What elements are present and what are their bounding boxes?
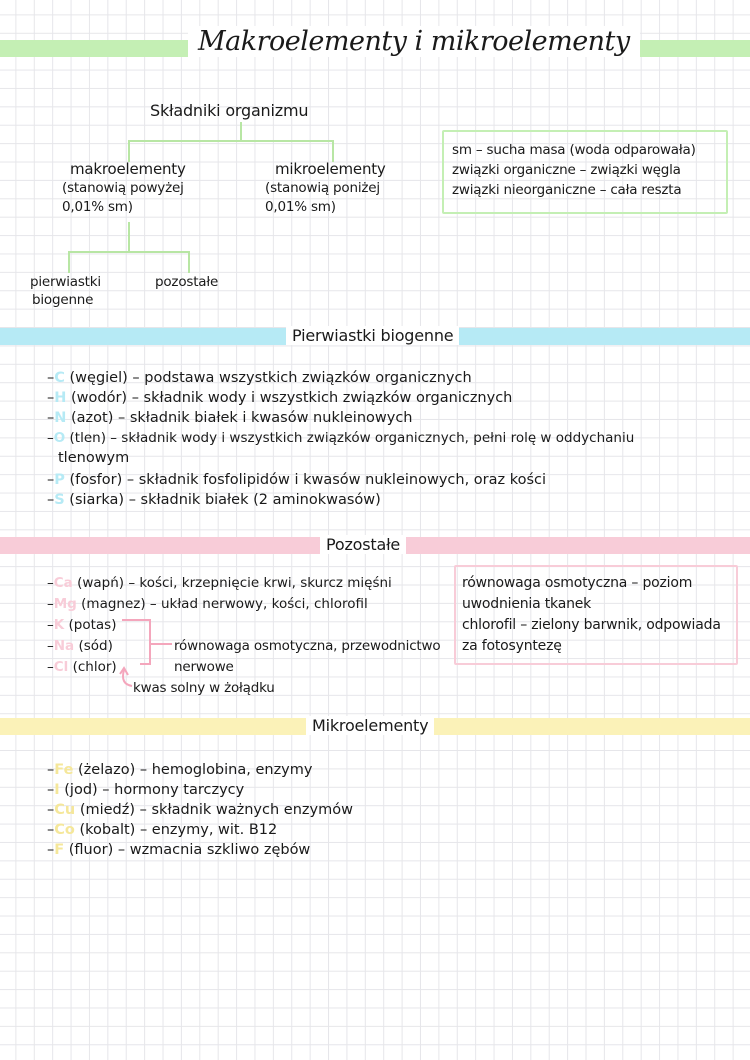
tree-line (332, 140, 334, 162)
biogenic-leaf: biogenne (32, 292, 94, 308)
element-symbol: Na (53, 638, 75, 654)
element-symbol: P (54, 472, 65, 488)
tree-line (128, 140, 334, 142)
list-item: –I (jod) – hormony tarczycy (47, 782, 245, 798)
element-symbol: Co (54, 822, 75, 838)
tree-line (188, 251, 190, 273)
others-leaf: pozostałe (155, 274, 219, 290)
element-symbol: F (54, 842, 65, 858)
tree-line (68, 251, 70, 273)
tree-line (128, 140, 130, 162)
element-symbol: Mg (53, 596, 77, 612)
legend-line: związki organiczne – związki węgla (452, 162, 681, 178)
element-symbol: K (53, 617, 65, 633)
list-item: –Co (kobalt) – enzymy, wit. B12 (47, 822, 278, 838)
element-desc: (azot) – składnik białek i kwasów nukleinowych (66, 410, 413, 426)
legend-line: sm – sucha masa (woda odparowała) (452, 142, 696, 158)
element-desc: (fosfor) – składnik fosfolipidów i kwasów nukleinowych, oraz kości (64, 472, 547, 488)
side-note-line: uwodnienia tkanek (462, 596, 592, 612)
element-symbol: Cu (54, 802, 76, 818)
list-item: –C (węgiel) – podstawa wszystkich związków organicznych (47, 370, 472, 386)
list-item: –H (wodór) – składnik wody i wszystkich związków organicznych (47, 390, 513, 406)
others-heading: Pozostałe (320, 535, 406, 554)
element-desc: (magnez) – układ nerwowy, kości, chlorofil (76, 596, 368, 612)
element-desc: (potas) (64, 617, 117, 633)
element-symbol: N (54, 410, 67, 426)
micro-heading: Mikroelementy (306, 716, 434, 735)
biogenic-heading: Pierwiastki biogenne (286, 326, 459, 345)
tree-line (68, 251, 190, 253)
element-desc: (siarka) – składnik białek (2 aminokwasów) (64, 492, 381, 508)
element-desc: (tlen) – składnik wody i wszystkich związków organicznych, pełni rolę w oddychaniu (65, 430, 635, 446)
micro-desc: 0,01% sm) (265, 199, 336, 215)
list-item: –Mg (magnez) – układ nerwowy, kości, chlorofil (47, 596, 368, 612)
element-desc: (żelazo) – hemoglobina, enzymy (73, 762, 313, 778)
element-desc: (sód) (74, 638, 113, 654)
element-symbol: Ca (53, 575, 73, 591)
tree-root: Składniki organizmu (150, 101, 309, 120)
bracket-note: nerwowe (174, 659, 234, 675)
macro-desc: (stanowią powyżej (62, 180, 184, 196)
side-note-line: za fotosyntezę (462, 638, 562, 654)
element-symbol: I (54, 782, 60, 798)
element-symbol: O (53, 430, 66, 446)
element-desc: (kobalt) – enzymy, wit. B12 (74, 822, 278, 838)
element-desc: (wodór) – składnik wody i wszystkich związków organicznych (66, 390, 513, 406)
tree-line (128, 222, 130, 252)
side-note-line: równowaga osmotyczna – poziom (462, 575, 693, 591)
element-symbol: S (54, 492, 65, 508)
list-item: –Cu (miedź) – składnik ważnych enzymów (47, 802, 353, 818)
element-symbol: Cl (53, 659, 69, 675)
element-desc: (chlor) (68, 659, 117, 675)
element-desc: (fluor) – wzmacnia szkliwo zębów (64, 842, 311, 858)
macro-desc: 0,01% sm) (62, 199, 133, 215)
biogenic-leaf: pierwiastki (30, 274, 101, 290)
element-symbol: Fe (54, 762, 74, 778)
macro-name: makroelementy (70, 160, 186, 178)
bracket-note: równowaga osmotyczna, przewodnictwo (174, 638, 441, 654)
element-desc: (wapń) – kości, krzepnięcie krwi, skurcz mięśni (72, 575, 392, 591)
tree-line (240, 122, 242, 141)
chlor-note: kwas solny w żołądku (133, 680, 275, 696)
list-item: –K (potas) (47, 617, 117, 633)
list-item: –O (tlen) – składnik wody i wszystkich związków organicznych, pełni rolę w oddychaniu (47, 430, 635, 446)
list-item: –Fe (żelazo) – hemoglobina, enzymy (47, 762, 313, 778)
page-title: Makroelementy i mikroelementy (188, 26, 640, 57)
list-item: –S (siarka) – składnik białek (2 aminokwasów) (47, 492, 381, 508)
legend-line: związki nieorganiczne – cała reszta (452, 182, 682, 198)
element-desc: (węgiel) – podstawa wszystkich związków organicznych (64, 370, 472, 386)
micro-name: mikroelementy (275, 160, 386, 178)
list-item: –F (fluor) – wzmacnia szkliwo zębów (47, 842, 311, 858)
element-desc: (miedź) – składnik ważnych enzymów (75, 802, 353, 818)
list-item: –Ca (wapń) – kości, krzepnięcie krwi, skurcz mięśni (47, 575, 392, 591)
micro-desc: (stanowią poniżej (265, 180, 380, 196)
side-note-line: chlorofil – zielony barwnik, odpowiada (462, 617, 721, 633)
element-desc: (jod) – hormony tarczycy (59, 782, 245, 798)
element-symbol: C (54, 370, 65, 386)
list-item: –Na (sód) (47, 638, 113, 654)
list-item: –N (azot) – składnik białek i kwasów nukleinowych (47, 410, 413, 426)
list-item: –Cl (chlor) (47, 659, 117, 675)
list-item: –P (fosfor) – składnik fosfolipidów i kwasów nukleinowych, oraz kości (47, 472, 547, 488)
element-symbol: H (54, 390, 67, 406)
list-item-continuation: tlenowym (58, 450, 130, 466)
